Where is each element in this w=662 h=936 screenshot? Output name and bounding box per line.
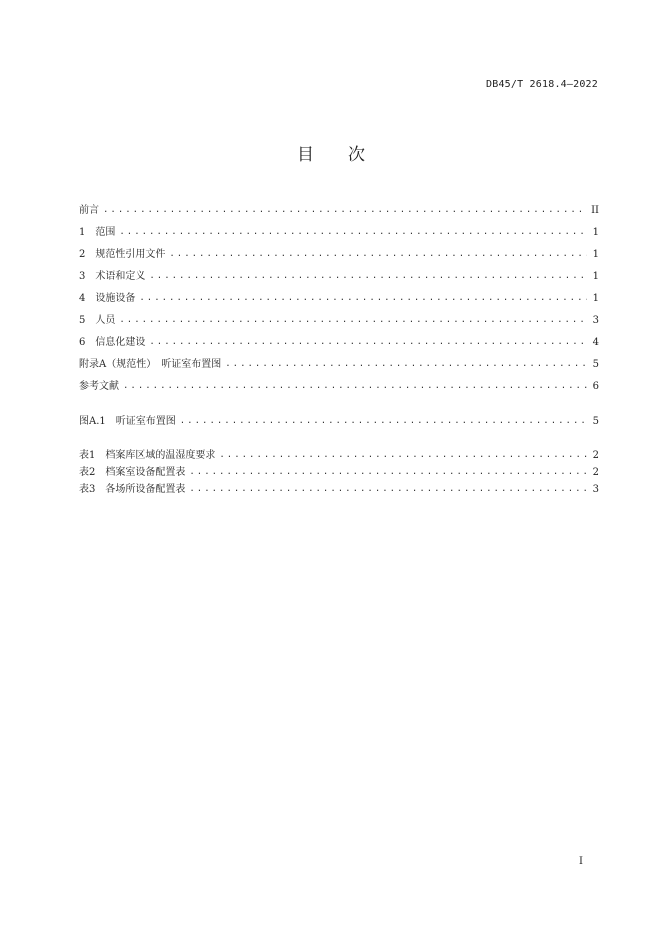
toc-entry-page: II — [591, 205, 599, 216]
toc-entry-terms[interactable] — [79, 266, 599, 282]
toc-entry-page: 1 — [592, 227, 599, 238]
leader-dots — [225, 358, 587, 370]
leader-dots — [123, 380, 587, 392]
toc-entry-label: 前言 — [79, 205, 99, 216]
toc-title — [0, 140, 662, 165]
toc-entry-label: 5 人员 — [79, 315, 116, 326]
page-number: I — [579, 856, 583, 867]
toc-entry-label: 表3 各场所设备配置表 — [79, 484, 186, 495]
toc-figure-a1[interactable] — [79, 411, 599, 427]
toc-entry-normative-references[interactable] — [79, 244, 599, 260]
toc-entry-label: 表2 档案室设备配置表 — [79, 467, 186, 478]
toc-title-char: 次 — [348, 145, 365, 165]
toc-table-1[interactable] — [79, 445, 599, 461]
toc-entry-page: 3 — [592, 315, 599, 326]
leader-dots — [149, 270, 587, 282]
toc-title-char: 目 — [297, 145, 314, 165]
toc-entry-label: 4 设施设备 — [79, 293, 136, 304]
leader-dots — [189, 483, 587, 495]
leader-dots — [139, 292, 587, 304]
toc-entry-informatization[interactable] — [79, 332, 599, 348]
toc-entry-label: 6 信息化建设 — [79, 337, 146, 348]
toc-entry-scope[interactable] — [79, 222, 599, 238]
toc-entry-label: 2 规范性引用文件 — [79, 249, 166, 260]
toc-entry-page: 3 — [592, 484, 599, 495]
toc-table-3[interactable] — [79, 479, 599, 495]
toc-entry-page: 1 — [592, 249, 599, 260]
leader-dots — [103, 204, 587, 216]
leader-dots — [149, 336, 587, 348]
toc-entry-appendix-a[interactable] — [79, 354, 599, 370]
leader-dots — [119, 314, 587, 326]
toc-entry-label: 参考文献 — [79, 381, 119, 392]
toc-entry-page: 1 — [592, 271, 599, 282]
leader-dots — [189, 466, 587, 478]
leader-dots — [119, 226, 587, 238]
toc-entry-page: 5 — [592, 416, 599, 427]
toc-entry-page: 4 — [592, 337, 599, 348]
toc-entry-page: 5 — [592, 359, 599, 370]
toc-entry-page: 1 — [592, 293, 599, 304]
toc-entry-label: 附录A（规范性） 听证室布置图 — [79, 359, 222, 370]
toc-entry-label: 3 术语和定义 — [79, 271, 146, 282]
toc-table-2[interactable] — [79, 462, 599, 478]
leader-dots — [169, 248, 587, 260]
toc-entry-label: 图A.1 听证室布置图 — [79, 416, 176, 427]
toc-entry-bibliography[interactable] — [79, 376, 599, 392]
leader-dots — [180, 415, 587, 427]
toc-entry-page: 6 — [592, 381, 599, 392]
toc-entry-label: 表1 档案库区域的温湿度要求 — [79, 450, 216, 461]
toc-entry-facilities[interactable] — [79, 288, 599, 304]
toc-entry-personnel[interactable] — [79, 310, 599, 326]
toc-entry-page: 2 — [592, 450, 599, 461]
standard-code-header: DB45/T 2618.4—2022 — [486, 79, 598, 90]
toc-entry-foreword[interactable] — [79, 200, 599, 216]
leader-dots — [219, 449, 587, 461]
toc-entry-label: 1 范围 — [79, 227, 116, 238]
toc-entry-page: 2 — [592, 467, 599, 478]
